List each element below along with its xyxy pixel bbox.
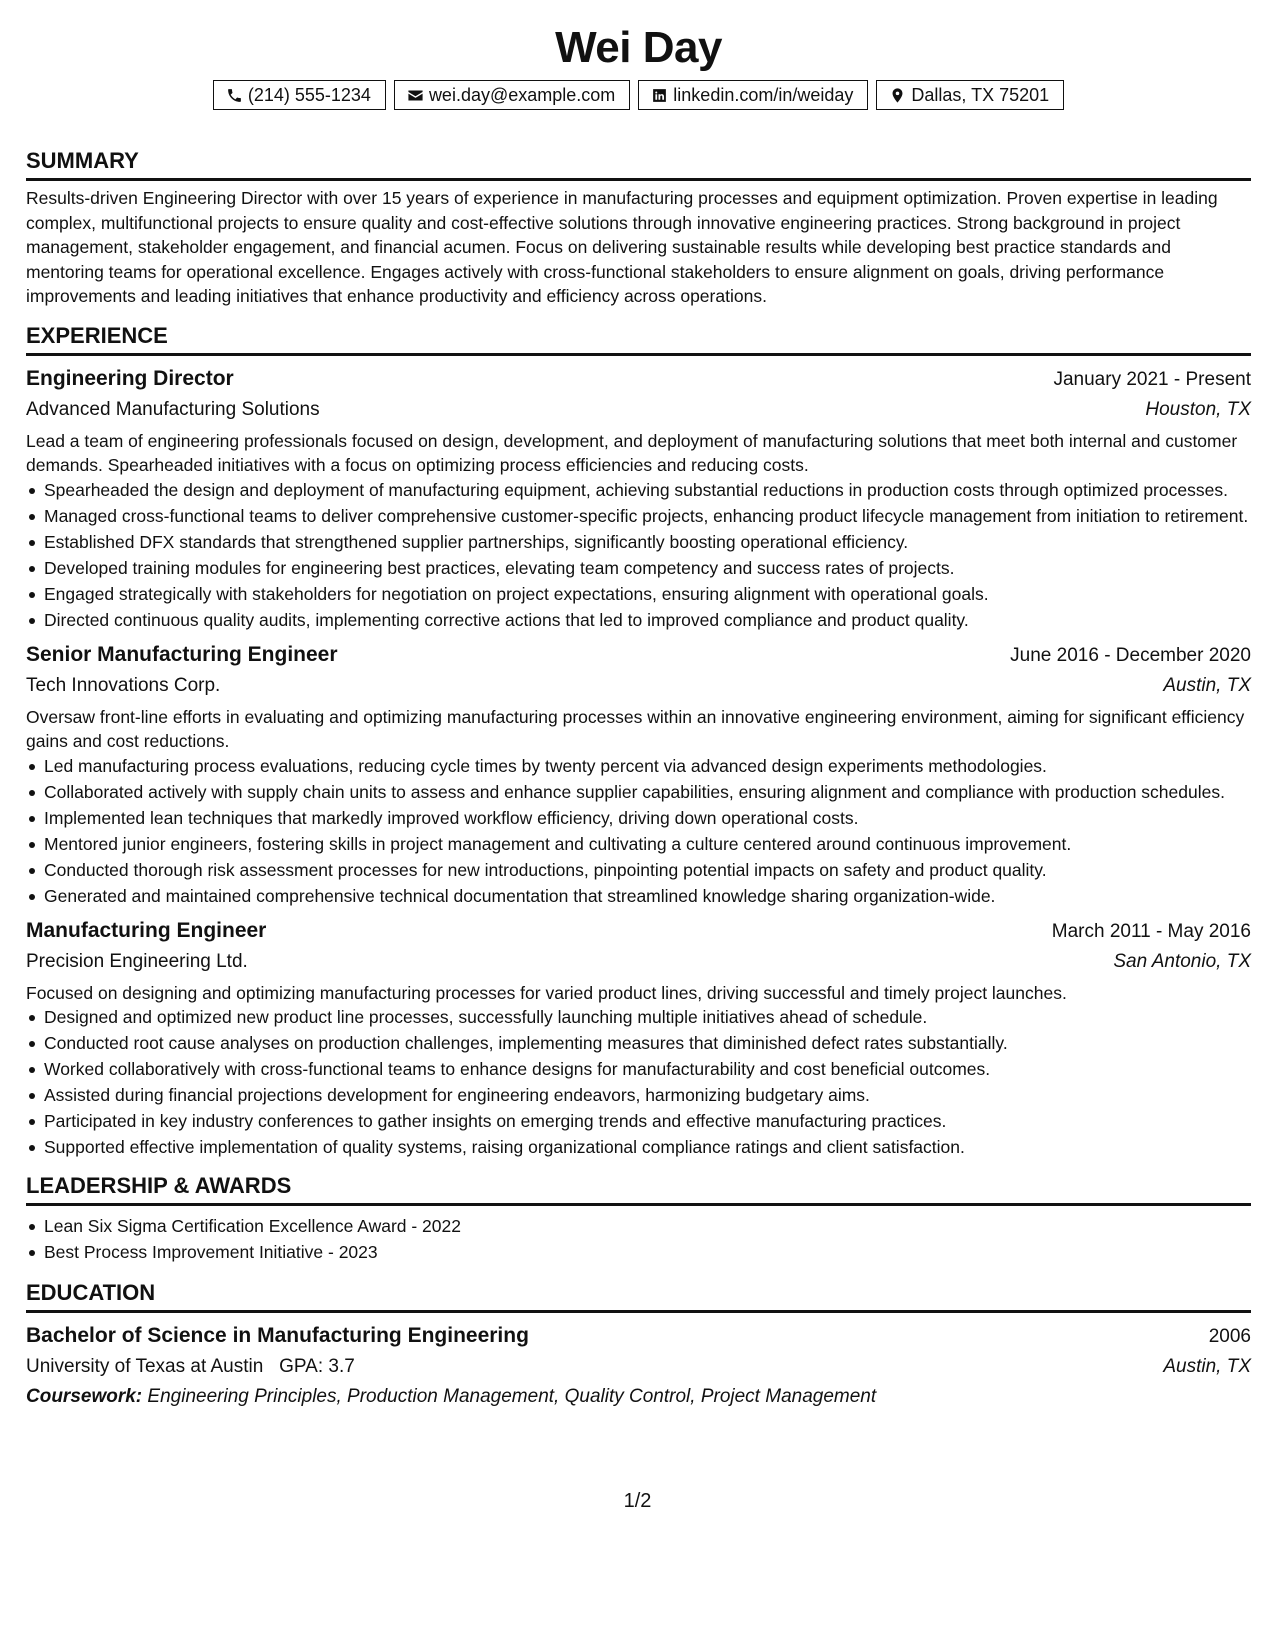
job-dates: June 2016 - December 2020 (1010, 644, 1251, 666)
coursework-line (26, 1382, 1251, 1412)
job-description: Focused on designing and optimizing manufacturing processes for varied product lines, driving successful and timely project launches. (26, 982, 1067, 1003)
job-location: Houston, TX (1145, 398, 1251, 420)
job-bullet: Implemented lean techniques that markedly improved workflow efficiency, driving down operational costs. (44, 806, 1251, 830)
contact-linkedin[interactable] (638, 80, 868, 110)
job-entry (26, 916, 1251, 1160)
awards-list (26, 1214, 1251, 1264)
email-text: wei.day@example.com (428, 84, 616, 105)
job-description: Lead a team of engineering professionals focused on design, development, and deployment of manufacturing solutions that meet both internal and customer demands. Spearheaded initiatives with a focus on optimizing process efficiencies and reducing costs. (26, 430, 1238, 475)
page-number: 1/2 (623, 1490, 652, 1512)
job-bullets (26, 754, 1251, 908)
experience-heading: EXPERIENCE (26, 323, 1251, 356)
job-bullets (26, 1005, 1251, 1159)
coursework-list: Engineering Principles, Production Management, Quality Control, Project Management (147, 1386, 877, 1407)
job-dates: January 2021 - Present (1053, 368, 1251, 390)
awards-section (26, 1173, 1251, 1264)
job-title: Senior Manufacturing Engineer (26, 642, 338, 666)
contact-email[interactable] (394, 80, 630, 110)
graduation-year: 2006 (1208, 1326, 1251, 1347)
job-bullet: Conducted thorough risk assessment processes for new introductions, pinpointing potential impacts on safety and product quality. (44, 858, 1251, 882)
job-entry (26, 640, 1251, 908)
school-line (26, 1352, 355, 1382)
job-bullet: Participated in key industry conferences to gather insights on emerging trends and effective manufacturing practices. (44, 1109, 1251, 1133)
job-bullet: Worked collaboratively with cross-functional teams to enhance designs for manufacturability and cost beneficial outcomes. (44, 1057, 1251, 1081)
job-bullet: Established DFX standards that strengthened supplier partnerships, significantly boosting operational efficiency. (44, 530, 1251, 554)
job-entry (26, 364, 1251, 632)
phone-text: (214) 555-1234 (247, 84, 371, 105)
job-bullet: Generated and maintained comprehensive technical documentation that streamlined knowledge sharing organization-wide. (44, 884, 1251, 908)
job-bullets (26, 478, 1251, 632)
experience-section (26, 323, 1251, 1160)
awards-heading: LEADERSHIP & AWARDS (26, 1173, 1251, 1206)
summary-text: Results-driven Engineering Director with over 15 years of experience in manufacturing processes and equipment optimization. Proven expertise in leading complex, multifunctional projects to ensure quality and cost-effective solutions through innovative engineering practices. Strong background in project management, stakeholder engagement, and financial acumen. Focus on delivering sustainable results while developing best practice standards and mentoring teams for operational excellence. Engages actively with cross-functional stakeholders to ensure alignment on goals, driving performance improvements and leading initiatives that enhance productivity and efficiency across operations. (26, 188, 1218, 306)
education-section (26, 1280, 1251, 1412)
resume-page (26, 22, 1251, 1412)
map-marker-icon (889, 87, 906, 104)
location-text: Dallas, TX 75201 (911, 84, 1050, 105)
coursework-label: Coursework: (26, 1386, 143, 1407)
job-location: Austin, TX (1163, 674, 1251, 696)
gpa: GPA: 3.7 (279, 1356, 355, 1377)
phone-icon (226, 87, 243, 104)
job-bullet: Engaged strategically with stakeholders for negotiation on project expectations, ensuring alignment with operational goals. (44, 582, 1251, 606)
candidate-name: Wei Day (555, 23, 722, 72)
job-bullet: Assisted during financial projections development for engineering endeavors, harmonizing budgetary aims. (44, 1083, 1251, 1107)
summary-heading: SUMMARY (26, 148, 1251, 181)
degree-title: Bachelor of Science in Manufacturing Engineering (26, 1324, 529, 1347)
job-title: Engineering Director (26, 366, 234, 390)
job-dates: March 2011 - May 2016 (1051, 920, 1251, 942)
job-bullet: Supported effective implementation of quality systems, raising organizational compliance ratings and client satisfaction. (44, 1135, 1251, 1159)
linkedin-text: linkedin.com/in/weiday (673, 84, 854, 105)
contact-location (876, 80, 1064, 110)
job-bullet: Collaborated actively with supply chain units to assess and enhance supplier capabilities, ensuring alignment and compliance with production schedules. (44, 780, 1251, 804)
job-bullet: Led manufacturing process evaluations, reducing cycle times by twenty percent via advanced design experiments methodologies. (44, 754, 1251, 778)
school-location: Austin, TX (1163, 1356, 1251, 1377)
job-company: Precision Engineering Ltd. (26, 950, 248, 972)
job-company: Advanced Manufacturing Solutions (26, 398, 320, 420)
job-bullet: Conducted root cause analyses on production challenges, implementing measures that diminished defect rates substantially. (44, 1031, 1251, 1055)
job-location: San Antonio, TX (1113, 950, 1251, 972)
job-bullet: Mentored junior engineers, fostering skills in project management and cultivating a culture centered around continuous improvement. (44, 832, 1251, 856)
job-company: Tech Innovations Corp. (26, 674, 221, 696)
job-bullet: Directed continuous quality audits, implementing corrective actions that led to improved compliance and product quality. (44, 608, 1251, 632)
job-bullet: Designed and optimized new product line processes, successfully launching multiple initiatives ahead of schedule. (44, 1005, 1251, 1029)
award-item: Lean Six Sigma Certification Excellence Award - 2022 (44, 1214, 1251, 1238)
job-bullet: Managed cross-functional teams to deliver comprehensive customer-specific projects, enhancing product lifecycle management from initiation to retirement. (44, 504, 1251, 528)
job-title: Manufacturing Engineer (26, 918, 267, 942)
job-bullet: Developed training modules for engineering best practices, elevating team competency and success rates of projects. (44, 556, 1251, 580)
envelope-icon (407, 87, 424, 104)
education-heading: EDUCATION (26, 1280, 1251, 1313)
contact-phone[interactable] (213, 80, 386, 110)
linkedin-icon (651, 87, 668, 104)
job-bullet: Spearheaded the design and deployment of manufacturing equipment, achieving substantial reductions in production costs through optimized processes. (44, 478, 1251, 502)
school-name: University of Texas at Austin (26, 1356, 264, 1377)
award-item: Best Process Improvement Initiative - 2023 (44, 1240, 1251, 1264)
contact-bar (26, 80, 1251, 110)
summary-section (26, 148, 1251, 309)
job-description: Oversaw front-line efforts in evaluating and optimizing manufacturing processes within an innovative engineering environment, aiming for significant efficiency gains and cost reductions. (26, 706, 1245, 751)
